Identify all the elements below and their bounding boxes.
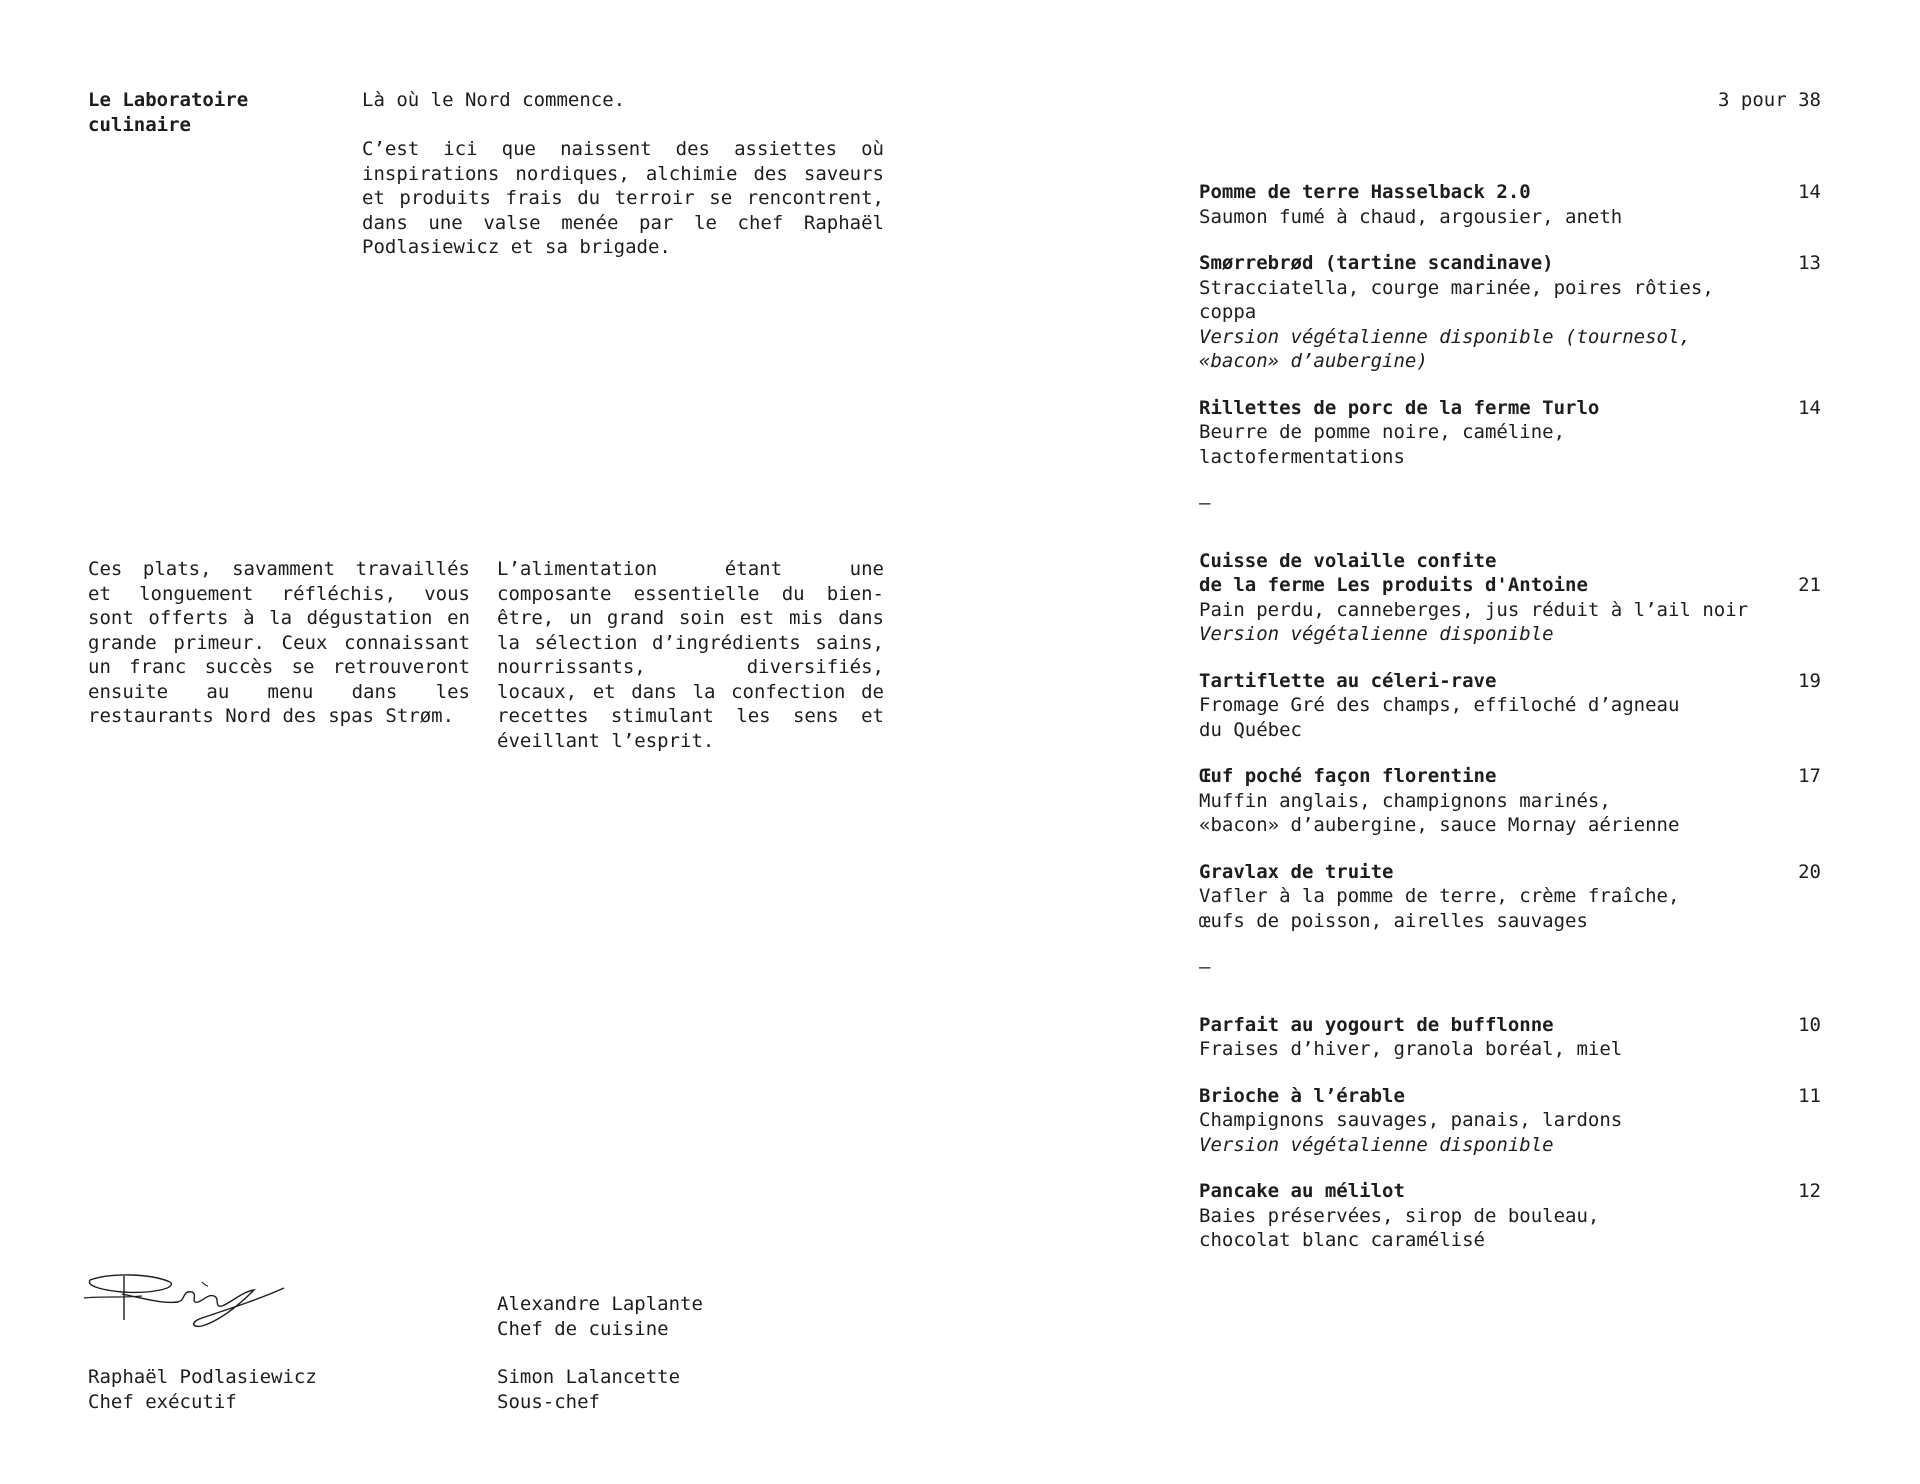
promo-label: 3 pour 38 — [1718, 89, 1821, 111]
intro-tagline: Là où le Nord commence. — [362, 89, 626, 111]
menu-item-name: Pancake au mélilot — [1199, 1180, 1405, 1202]
menu-item-name: Brioche à l’érable — [1199, 1084, 1405, 1107]
menu-item-description-line2: «bacon» d’aubergine, sauce Mornay aérienne — [1199, 814, 1680, 836]
menu-item-name: Gravlax de truite — [1199, 860, 1394, 883]
menu-item — [1199, 549, 1821, 647]
menu-item-description-line2: chocolat blanc caramélisé — [1199, 1229, 1485, 1251]
menu-item-price: 12 — [1798, 1180, 1821, 1202]
menu-item-price: 13 — [1798, 252, 1821, 274]
menu-item — [1199, 396, 1821, 470]
sous-chef-name: Simon Lalancette — [497, 1366, 681, 1388]
intro-block — [362, 88, 884, 260]
menu-item-description-line1: Muffin anglais, champignons marinés, — [1199, 789, 1611, 812]
chef-de-cuisine-name: Alexandre Laplante — [497, 1293, 703, 1315]
menu-item — [1199, 251, 1821, 374]
menu-item-note: Version végétalienne disponible — [1199, 623, 1554, 645]
menu-item-name: Smørrebrød (tartine scandinave) — [1199, 252, 1554, 274]
sous-chef-title: Sous-chef — [497, 1390, 600, 1413]
menu-item — [1199, 860, 1821, 934]
section-separator: — — [1199, 492, 1211, 514]
menu-list — [1199, 180, 1821, 1275]
menu-item-name: Rillettes de porc de la ferme Turlo — [1199, 396, 1600, 419]
section-separator: — — [1199, 956, 1211, 978]
chef-signature — [82, 1268, 292, 1338]
menu-item — [1199, 669, 1821, 743]
executive-chef-title: Chef exécutif — [88, 1390, 237, 1413]
menu-item-price: 20 — [1798, 860, 1821, 883]
menu-item-description-line2: du Québec — [1199, 718, 1302, 741]
column-left-text: Ces plats, savamment travaillés et longuement réfléchis, vous sont offerts à la dégustation en grande primeur. Ceux connaissant un franc succès se retrouveront ensuite au menu dans les restaurants Nord des spas Strøm. — [88, 558, 470, 727]
menu-item-description: Beurre de pomme noire, caméline, lactofermentations — [1199, 421, 1566, 468]
menu-item-name: Parfait au yogourt de bufflonne — [1199, 1013, 1554, 1036]
menu-item-description-line2: œufs de poisson, airelles sauvages — [1199, 909, 1588, 932]
intro-body: C’est ici que naissent des assiettes où inspirations nordiques, alchimie des saveurs et produits frais du terroir se rencontrent, dans une valse menée par le chef Raphaël Podlasiewicz et sa brigade. — [362, 138, 884, 258]
menu-item-price: 21 — [1798, 574, 1821, 596]
menu-item-price: 14 — [1798, 396, 1821, 419]
menu-item-price: 10 — [1798, 1013, 1821, 1036]
brand-title — [88, 88, 328, 137]
menu-item-price: 19 — [1798, 669, 1821, 692]
menu-item — [1199, 1013, 1821, 1062]
menu-item — [1199, 180, 1821, 229]
menu-item — [1199, 764, 1821, 838]
brand-title-line1: Le Laboratoire — [88, 89, 249, 111]
menu-item-description-line1: Baies préservées, sirop de bouleau, — [1199, 1204, 1600, 1227]
brand-title-line2: culinaire — [88, 113, 191, 136]
menu-item-note: Version végétalienne disponible — [1199, 1133, 1554, 1156]
menu-item-description: Saumon fumé à chaud, argousier, aneth — [1199, 205, 1623, 228]
menu-item-name: Œuf poché façon florentine — [1199, 765, 1497, 787]
menu-item-description: Pain perdu, canneberges, jus réduit à l’ail noir — [1199, 598, 1749, 621]
menu-item-description: Fraises d’hiver, granola boréal, miel — [1199, 1038, 1623, 1060]
menu-item-name: Tartiflette au céleri-rave — [1199, 669, 1497, 692]
menu-item-description-line1: Fromage Gré des champs, effiloché d’agneau — [1199, 694, 1680, 716]
menu-item-description-line1: Vafler à la pomme de terre, crème fraîche, — [1199, 885, 1680, 907]
sous-chef — [497, 1365, 817, 1414]
menu-item — [1199, 1179, 1821, 1253]
menu-item-name-line2: de la ferme Les produits d'Antoine — [1199, 574, 1588, 596]
menu-item-name-line1: Cuisse de volaille confite — [1199, 549, 1497, 572]
menu-item — [1199, 1084, 1821, 1158]
column-right-text: L’alimentation étant une composante essentielle du bien-être, un grand soin est mis dans la sélection d’ingrédients sains, nourrissants, diversifiés, locaux, et dans la confection de recettes stimulant les sens et éveillant l’esprit. — [497, 558, 884, 752]
menu-item-price: 17 — [1798, 765, 1821, 787]
chef-de-cuisine-title: Chef de cuisine — [497, 1317, 669, 1340]
executive-chef — [88, 1365, 408, 1414]
menu-item-name: Pomme de terre Hasselback 2.0 — [1199, 181, 1531, 203]
menu-item-description: Stracciatella, courge marinée, poires rôties, coppa — [1199, 276, 1714, 323]
menu-item-price: 14 — [1798, 181, 1821, 203]
executive-chef-name: Raphaël Podlasiewicz — [88, 1366, 317, 1388]
menu-item-description: Champignons sauvages, panais, lardons — [1199, 1109, 1623, 1131]
menu-item-note: Version végétalienne disponible (tournesol, «bacon» d’aubergine) — [1199, 325, 1691, 372]
menu-item-price: 11 — [1798, 1084, 1821, 1107]
chef-de-cuisine — [497, 1292, 817, 1341]
